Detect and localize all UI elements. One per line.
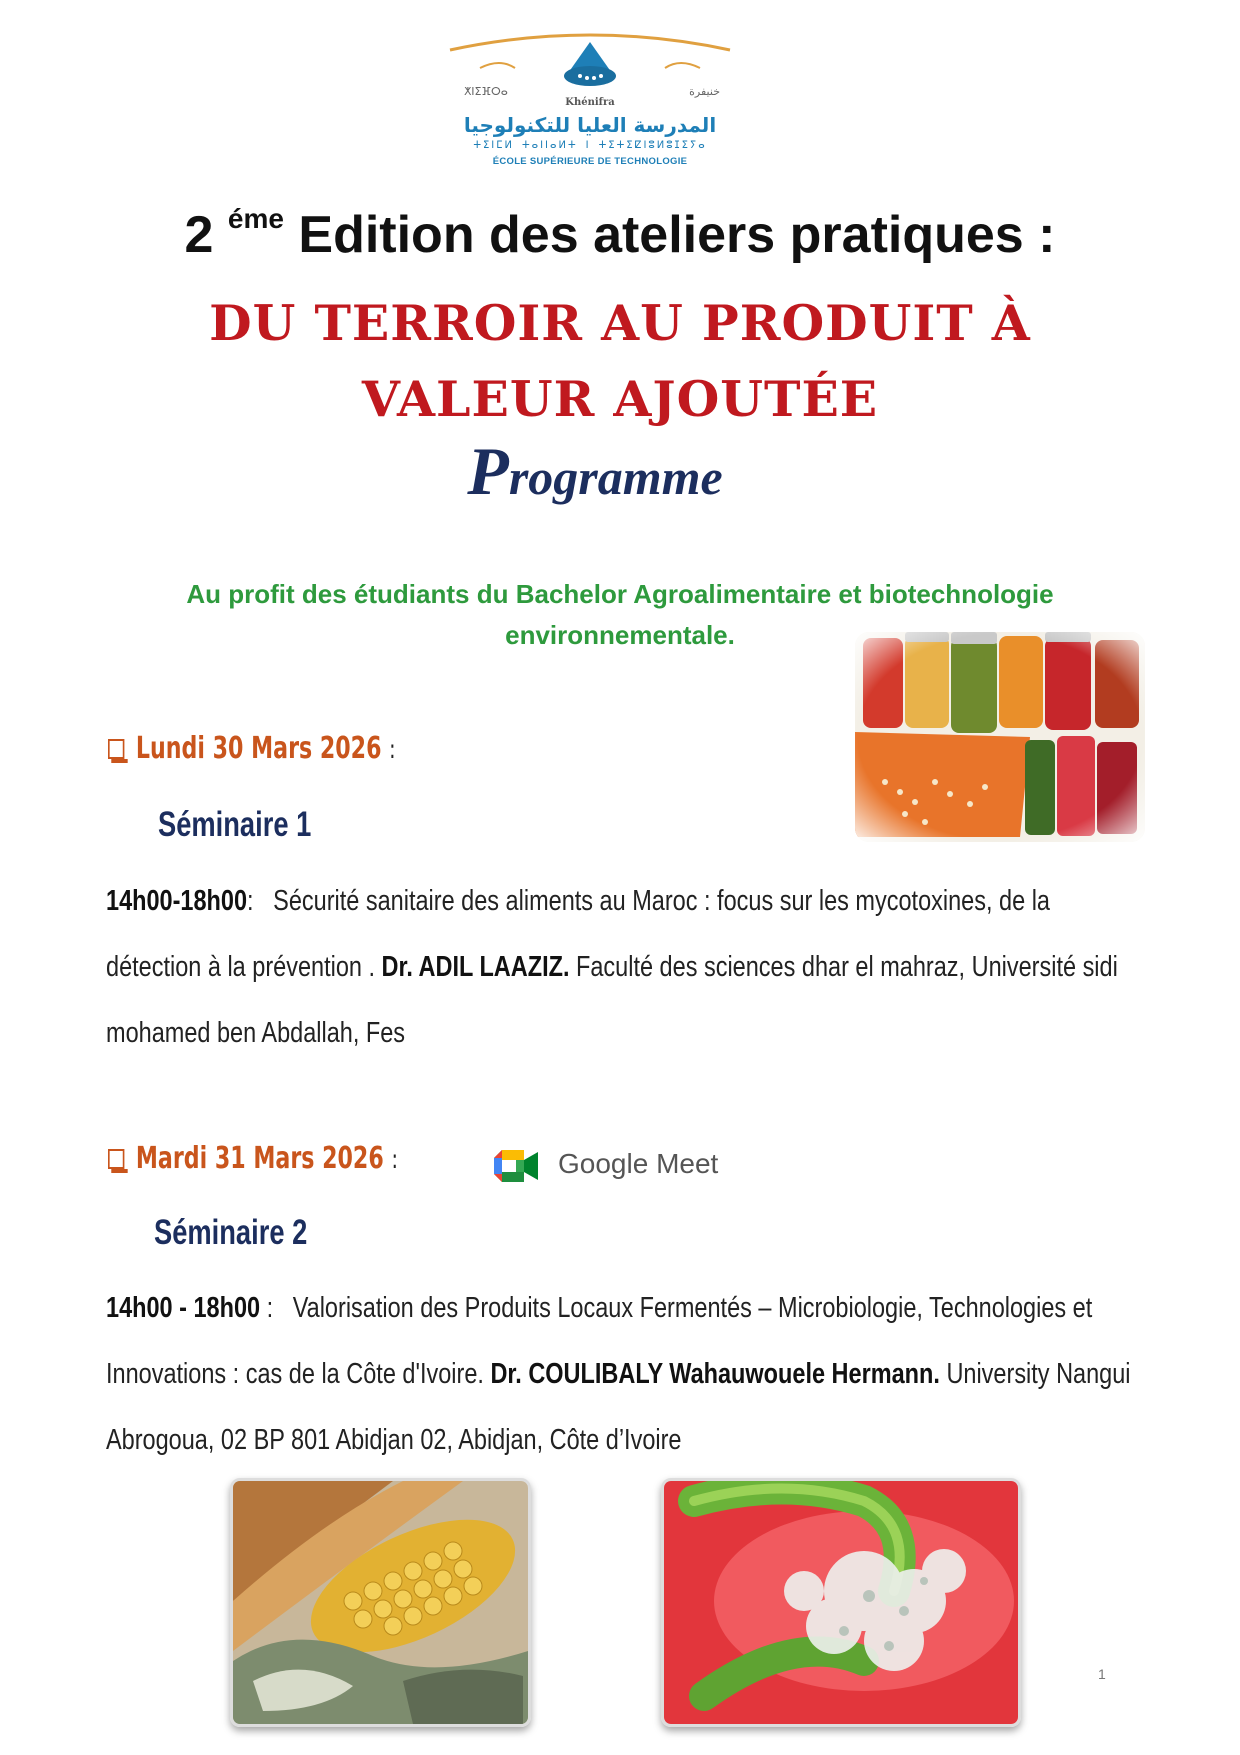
target-audience: Au profit des étudiants du Bachelor Agroalimentaire et biotechnologie environnementale. <box>186 579 1054 650</box>
session-2-description <box>106 1275 1135 1473</box>
page-number: 1 <box>1098 1666 1106 1682</box>
session-1-day-text: Lundi 30 Mars 2026 <box>135 731 382 766</box>
session-1-time: 14h00-18h00 <box>106 885 248 917</box>
logo-city: Khénifra <box>565 97 615 108</box>
session-2-colon: : <box>391 1145 398 1175</box>
edition-number: 2 <box>184 206 214 264</box>
edition-title <box>0 203 1240 265</box>
logo-tifinagh-name: ⵜⵉⵏⵎⵍ ⵜⴰⵏⵏⴰⵍⵜ ⵏ ⵜⵉⵜⵉⵇⵏⵓⵍⵓⵊⵉⵢⴰ <box>473 140 707 151</box>
session-1-affiliation: Faculté des sciences dhar el mahraz, Université sidi mohamed ben Abdallah, Fes <box>106 951 1118 1049</box>
session-2-affiliation: University Nangui Abrogoua, 02 BP 801 Abidjan 02, Abidjan, Côte d’Ivoire <box>106 1358 1131 1456</box>
session-1-time-separator: : <box>247 885 254 917</box>
google-meet-badge <box>494 1150 754 1182</box>
moldy-corn-image <box>230 1478 531 1727</box>
moldy-pepper-image <box>661 1478 1021 1727</box>
session-2-topic: Valorisation des Produits Locaux Fermentés – Microbiologie, Technologies et Innovations : cas de la Côte d'Ivoire. <box>106 1292 1093 1390</box>
google-meet-label: Google Meet <box>558 1148 719 1179</box>
programme-heading <box>0 432 1190 511</box>
session-2-time: 14h00 - 18h00 <box>106 1292 261 1324</box>
google-meet-icon <box>494 1150 542 1182</box>
programme-rest: rogramme <box>508 449 723 505</box>
edition-suffix: éme <box>227 203 284 234</box>
session-2-day-text: Mardi 31 Mars 2026 <box>135 1141 384 1176</box>
school-logo <box>440 28 740 178</box>
logo-tifinagh-city: ⵅⵏⵉⴼⵔⴰ <box>464 85 508 98</box>
session-1-colon: : <box>389 735 396 765</box>
session-1-speaker: Dr. ADIL LAAZIZ. <box>381 951 570 983</box>
session-1-seminar-title: Séminaire 1 <box>158 805 312 844</box>
session-2-speaker: Dr. COULIBALY Wahauwouele Hermann. <box>490 1358 940 1390</box>
session-2-day <box>108 1141 398 1176</box>
checkbox-bullet-icon <box>108 1149 124 1169</box>
session-2-time-separator: : <box>266 1292 274 1324</box>
workshop-theme: DU TERROIR AU PRODUIT À VALEUR AJOUTÉE <box>209 294 1031 428</box>
programme-initial: P <box>467 433 509 509</box>
edition-title-text: Edition des ateliers pratiques : <box>298 206 1056 264</box>
session-1-topic: Sécurité sanitaire des aliments au Maroc : focus sur les mycotoxines, de la détection à la prévention . <box>106 885 1050 983</box>
session-1-day <box>108 731 396 766</box>
preserved-vegetables-jars-image <box>855 632 1145 842</box>
session-1-description <box>106 868 1135 1066</box>
logo-arabic-name: المدرسة العليا للتكنولوجيا <box>463 113 717 137</box>
session-2-seminar-title: Séminaire 2 <box>154 1213 308 1252</box>
logo-french-name: ÉCOLE SUPÉRIEURE DE TECHNOLOGIE <box>492 156 688 167</box>
checkbox-bullet-icon <box>108 739 124 759</box>
logo-arabic-city: خنيفرة <box>689 85 720 98</box>
